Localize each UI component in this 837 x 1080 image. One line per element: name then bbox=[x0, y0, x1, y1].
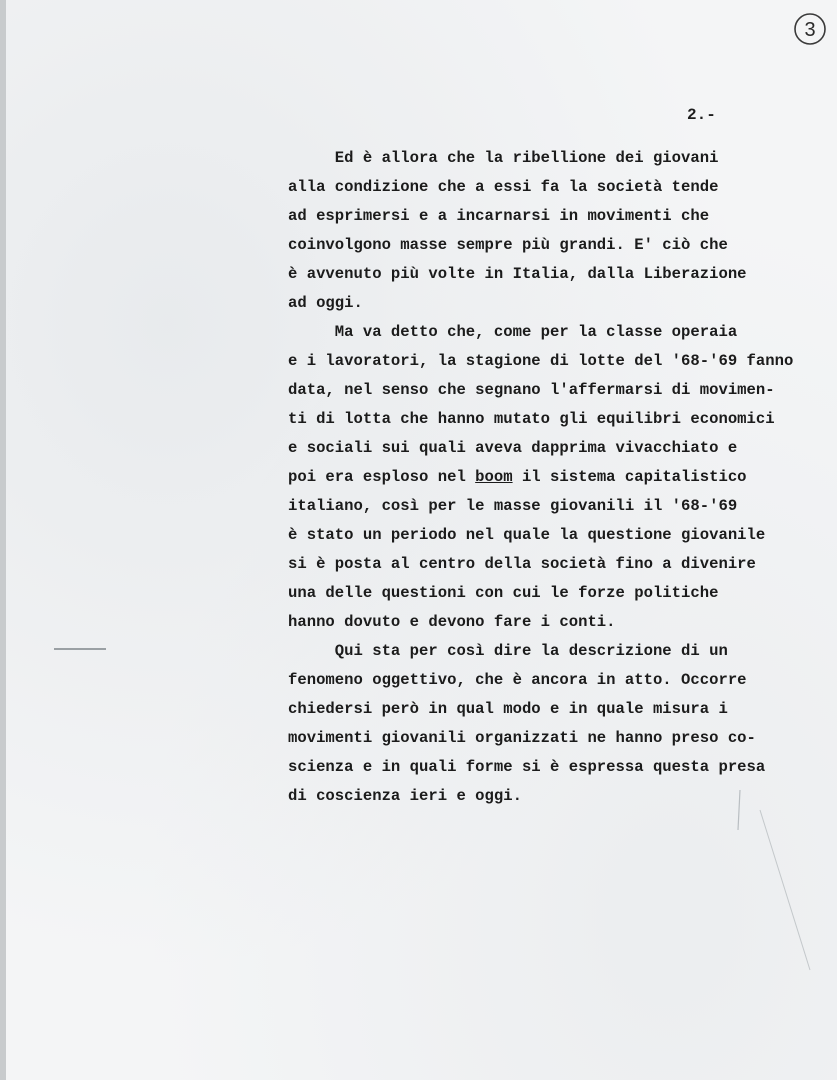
text-line: Ed è allora che la ribellione dei giovani bbox=[288, 149, 719, 167]
page-number: 2.- bbox=[687, 106, 716, 124]
text-line: alla condizione che a essi fa la società tende bbox=[288, 178, 719, 196]
text-line: movimenti giovanili organizzati ne hanno preso co- bbox=[288, 729, 756, 747]
text-segment: il sistema capitalistico bbox=[512, 468, 747, 486]
text-segment: poi era esploso nel bbox=[288, 468, 476, 486]
text-line: hanno dovuto e devono fare i conti. bbox=[288, 613, 616, 631]
text-line: una delle questioni con cui le forze politiche bbox=[288, 584, 719, 602]
text-line: scienza e in quali forme si è espressa questa presa bbox=[288, 758, 766, 776]
text-line: fenomeno oggettivo, che è ancora in atto. Occorre bbox=[288, 671, 747, 689]
text-line: è avvenuto più volte in Italia, dalla Liberazione bbox=[288, 265, 747, 283]
page-stamp-number: 3 bbox=[804, 19, 816, 41]
text-line: chiedersi però in qual modo e in quale misura i bbox=[288, 700, 728, 718]
text-line: data, nel senso che segnano l'affermarsi di movimen- bbox=[288, 381, 775, 399]
margin-pencil-mark bbox=[54, 648, 106, 650]
page-edge-shadow bbox=[0, 0, 6, 1080]
typed-text-body bbox=[288, 144, 813, 811]
text-line: e sociali sui quali aveva dapprima vivacchiato e bbox=[288, 439, 738, 457]
text-line: ti di lotta che hanno mutato gli equilibri economici bbox=[288, 410, 775, 428]
text-line-boom bbox=[288, 463, 813, 492]
text-line: e i lavoratori, la stagione di lotte del '68-'69 fanno bbox=[288, 352, 794, 370]
text-line: italiano, così per le masse giovanili il '68-'69 bbox=[288, 497, 738, 515]
text-line: si è posta al centro della società fino a divenire bbox=[288, 555, 756, 573]
text-line: ad oggi. bbox=[288, 294, 363, 312]
text-line: è stato un periodo nel quale la questione giovanile bbox=[288, 526, 766, 544]
text-line: coinvolgono masse sempre più grandi. E' ciò che bbox=[288, 236, 728, 254]
page-stamp-circle-icon bbox=[793, 12, 827, 46]
text-line: Qui sta per così dire la descrizione di un bbox=[288, 642, 728, 660]
text-line: di coscienza ieri e oggi. bbox=[288, 787, 522, 805]
text-line: Ma va detto che, come per la classe operaia bbox=[288, 323, 738, 341]
show-through-pencil-stroke bbox=[700, 790, 820, 980]
underlined-word-boom: boom bbox=[475, 468, 513, 486]
text-line: ad esprimersi e a incarnarsi in movimenti che bbox=[288, 207, 710, 225]
